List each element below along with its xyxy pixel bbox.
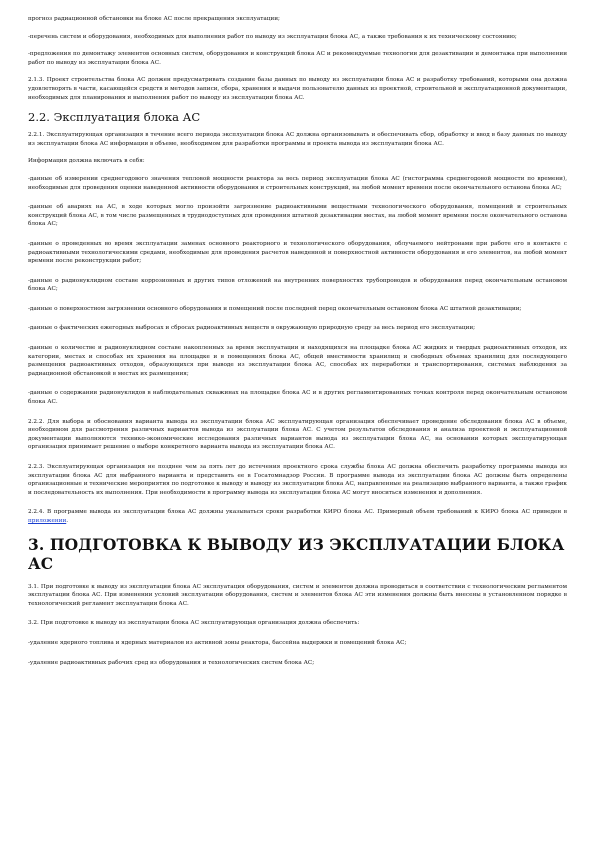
- paragraph: 2.2.3. Эксплуатирующая организация не позднее чем за пять лет до истечения проектного срока службы блока АС должна обеспечить разработку программы вывода из эксплуатации блока АС для выбранного варианта и представить ее в Госатомнадзор России. В программе вывода из эксплуатации блока АС должны быть определены организационные и технические мероприятия по подготовке к выводу и выводу из эксплуатации блока АС, направленные на реализацию выбранного варианта, а также график и последовательность их выполнения. При необходимости в программу вывода из эксплуатации блока АС могут вноситься изменения и дополнения.: [28, 464, 567, 496]
- document-page: [28, 15, 567, 667]
- list-item: -предложения по демонтажу элементов основных систем, оборудования и конструкций блока АС и рекомендуемые технологии для дезактивации и демонтажа при выполнении работ по выводу из эксплуатации блока АС.: [28, 51, 567, 66]
- list-item: -данные об измерении среднегодового значения тепловой мощности реактора за весь период эксплуатации блока АС (гистограмма среднегодовой мощности по времени), необходимые для проведения оценки наведенной активности оборудования и строительных конструкций, на любой момент времени после окончательного останова блока АС;: [28, 175, 567, 191]
- list-item: -данные о количестве и радионуклидном составе накопленных за время эксплуатации и находящихся на площадке блока АС жидких и твердых радиоактивных отходов, их категории, местах и способах их хранения на площадке и в помещениях блока АС, общей вместимости хранилищ и свободных объемах хранилищ для последующего размещения радиоактивных отходов, образующихся при выводе из эксплуатации блока АС, способах их переработки и транспортирования, системах наблюдения за радиационной обстановкой в местах их размещения;: [28, 345, 567, 377]
- paragraph: 3.1. При подготовке к выводу из эксплуатации блока АС эксплуатация оборудования, систем и элементов должна проводиться в соответствии с технологическим регламентом эксплуатации блока АС. При изменении условий эксплуатации оборудования, систем и элементов блока АС эти изменения должны быть внесены в установленном порядке в технологический регламент эксплуатации блока АС.: [28, 583, 567, 607]
- list-item: -данные о содержании радионуклидов в наблюдательных скважинах на площадке блока АС и в других регламентированных точках контроля перед окончательным остановом блока АС.: [28, 390, 567, 406]
- list-item: -перечень систем и оборудования, необходимых для выполнения работ по выводу из эксплуатации блока АС, а также требования к их техническому состоянию;: [28, 33, 517, 40]
- paragraph: [28, 508, 567, 525]
- section-heading-2-2: 2.2. Эксплуатация блока АС: [28, 110, 201, 125]
- paragraph: Информация должна включать в себя:: [28, 158, 145, 165]
- list-item: -удаление радиоактивных рабочих сред из оборудования и технологических систем блока АС;: [28, 659, 315, 666]
- list-item: -данные об авариях на АС, в ходе которых могло произойти загрязнение радиоактивными веществами технологического оборудования, помещений и строительных конструкций блока АС, в том числе размещенных в труднодоступных для проведения штатной дезактивации местах, на любой момент времени после окончательного останова блока АС;: [28, 204, 567, 228]
- paragraph-text: 2.2.4. В программе вывода из эксплуатации блока АС должны указываться сроки разработки КИРО блока АС. Примерный объем требований к КИРО блока АС приведен в: [28, 509, 567, 516]
- list-item: -данные о проведенных во время эксплуатации заменах основного реакторного и технологического оборудования, облучаемого нейтронами при работе его в контакте с радиоактивными технологическими средами, необходимые для проведения расчетов наведенной и поверхностной активности оборудования и его элементов, на любой момент времени после реконструкции работ;: [28, 240, 567, 265]
- paragraph-end: .: [66, 517, 69, 524]
- paragraph: 2.2.1. Эксплуатирующая организация в течение всего периода эксплуатации блока АС должна организовывать и обеспечивать сбор, обработку и ввод в базу данных по выводу из эксплуатации блока АС информации в объеме, необходимом для разработки программы и проекта вывода из эксплуатации блока АС.: [28, 132, 567, 147]
- paragraph: 2.2.2. Для выбора и обоснования варианта вывода из эксплуатации блока АС эксплуатирующая организация обеспечивает проведение обследования блока АС в объеме, необходимом для рассмотрения различных вариантов вывода из эксплуатации блока АС. С учетом результатов обследования и анализа проектной и эксплуатационной документации выполняются технико-экономические исследования различных вариантов вывода из эксплуатации блока АС, на основании которых эксплуатирующая организация принимает решение о выборе конкретного варианта вывода из эксплуатации блока АС.: [28, 418, 567, 451]
- list-item: -данные о фактических ежегодных выбросах и сбросах радиоактивных веществ в окружающую природную среду за весь период его эксплуатации;: [28, 325, 476, 332]
- list-item: -удаление ядерного топлива и ядерных материалов из активной зоны реактора, бассейна выдержки и помещений блока АС;: [28, 639, 407, 646]
- appendix-link[interactable]: приложении: [28, 517, 67, 524]
- paragraph: прогноз радиационной обстановки на блоке АС после прекращения эксплуатации;: [28, 16, 280, 22]
- paragraph: 3.2. При подготовке к выводу из эксплуатации блока АС эксплуатирующая организация должна обеспечить:: [28, 620, 360, 627]
- section-heading-3: 3. ПОДГОТОВКА К ВЫВОДУ ИЗ ЭКСПЛУАТАЦИИ БЛОКА АС: [28, 534, 565, 573]
- paragraph: 2.1.3. Проект строительства блока АС должен предусматривать создание базы данных по выводу из эксплуатации блока АС и разработку требований, которыми она должна удовлетворять в части, касающейся средств и методов записи, сбора, хранения и выдачи пользователю данных из проектной, строительной и эксплуатационной документации, необходимых для планирования и выполнения работ по выводу из эксплуатации блока АС.: [28, 77, 567, 101]
- list-item: -данные о поверхностном загрязнении основного оборудования и помещений после последней перед окончательным остановом блока АС штатной дезактивации;: [28, 305, 522, 312]
- list-item: -данные о радионуклидном составе коррозионных и других типов отложений на внутренних поверхностях трубопроводов и оборудования перед окончательным остановом блока АС;: [28, 277, 567, 293]
